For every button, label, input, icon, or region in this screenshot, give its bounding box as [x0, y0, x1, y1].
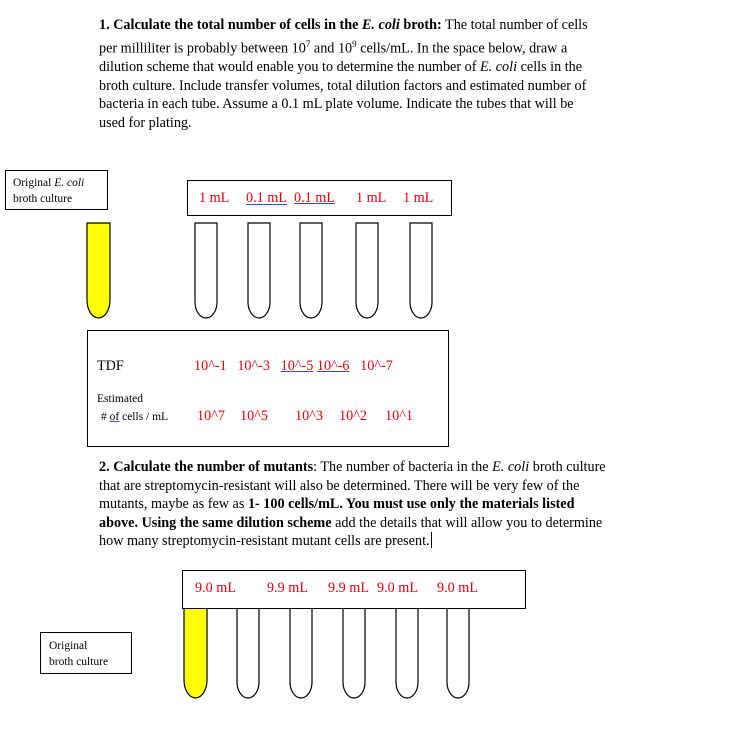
estimated-label: Estimated	[97, 393, 143, 405]
original-culture-label-2: Original broth culture	[40, 632, 132, 674]
transfer-volume: 9.0 mL	[437, 580, 478, 596]
cell-estimate: 10^7	[197, 408, 225, 424]
transfer-volume: 1 mL	[403, 190, 434, 206]
question-1-line-4: broth culture. Include transfer volumes, total dilution factors and estimated number of	[99, 77, 587, 94]
transfer-volume: 9.9 mL	[328, 580, 369, 596]
dilution-tube	[396, 607, 418, 698]
question-1-line-5: bacteria in each tube. Assume a 0.1 mL plate volume. Indicate the tubes that will be	[99, 96, 574, 113]
transfer-volumes-box-2	[182, 570, 526, 609]
transfer-volume: 9.9 mL	[267, 580, 308, 596]
question-2-line-3: mutants, maybe as few as 1- 100 cells/mL. You must use only the materials listed	[99, 496, 575, 513]
original-culture-label-1: Original E. coli broth culture	[5, 170, 108, 210]
transfer-volumes-box-1	[187, 180, 452, 216]
dilution-tube	[195, 223, 217, 318]
dilution-tube	[343, 607, 365, 698]
dilution-tube	[300, 223, 322, 318]
question-1-line-3: dilution scheme that would enable you to determine the number of E. coli cells in the	[99, 58, 583, 75]
question-2-line-2: that are streptomycin-resistant will also be determined. There will be very few of the	[99, 477, 580, 494]
transfer-volume: 9.0 mL	[377, 580, 418, 596]
dilution-tube	[290, 607, 312, 698]
cell-estimate: 10^5	[240, 408, 268, 424]
tdf-value: 10^-5	[280, 358, 314, 374]
question-1-line-6: used for plating.	[99, 114, 192, 131]
cell-estimate: 10^2	[339, 408, 367, 424]
tdf-box	[87, 330, 449, 447]
transfer-volume: 0.1 mL	[294, 190, 335, 206]
question-2	[99, 458, 709, 551]
tdf-value: 10^-1	[194, 358, 227, 374]
dilution-tube	[447, 607, 469, 698]
transfer-volume: 1 mL	[199, 190, 230, 206]
tdf-value: 10^-7	[360, 358, 393, 374]
original-tube-yellow-1	[87, 223, 110, 318]
question-1-line-2: per milliliter is probably between $10^7$ and $10^9$ cells/mL. In the space below, draw a	[99, 38, 568, 57]
dilution-tube	[248, 223, 270, 318]
cells-per-ml-label: # of cells / mL	[101, 411, 169, 423]
tdf-label: TDF	[97, 358, 124, 374]
question-1-line-1: 1. Calculate the total number of cells in the E. coli broth: The total number of cells	[99, 17, 588, 33]
dilution-tube	[356, 223, 378, 318]
transfer-volume: 1 mL	[356, 190, 387, 206]
original-tube-yellow-2	[184, 607, 207, 698]
transfer-volume: 9.0 mL	[195, 580, 236, 596]
tdf-value: 10^-6	[316, 358, 350, 374]
text-cursor	[431, 532, 432, 548]
question-1	[99, 16, 699, 132]
tdf-values	[194, 357, 393, 376]
tdf-value: 10^-3	[237, 358, 270, 374]
transfer-volume: 0.1 mL	[246, 190, 287, 206]
question-2-line-4: above. Using the same dilution scheme add the details that will allow you to determine	[99, 514, 603, 531]
question-2-line-1: 2. Calculate the number of mutants: The number of bacteria in the E. coli broth culture	[99, 459, 606, 475]
dilution-tube	[410, 223, 432, 318]
dilution-tube	[237, 607, 259, 698]
cell-estimate: 10^1	[385, 408, 413, 424]
question-2-line-5: how many streptomycin-resistant mutant cells are present.	[99, 533, 430, 550]
cell-estimate: 10^3	[295, 408, 323, 424]
